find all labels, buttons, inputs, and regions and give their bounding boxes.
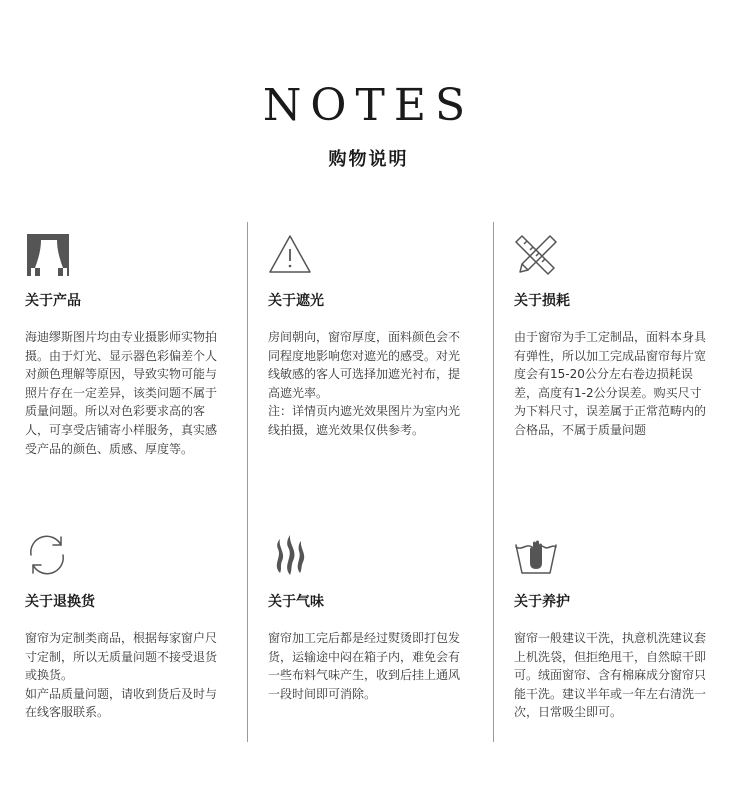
section-heading: 关于养护: [514, 594, 570, 610]
section-paragraph: 海迪缪斯图片均由专业摄影师实物拍摄。由于灯光、显示器色彩偏差个人对颜色理解等原因，导致实物可能与照片存在一定差异，该类问题不属于质量问题。所以对色彩要求高的客人，可享受店铺寄小样服务，真实感受产品的颜色、质感、厚度等。: [25, 330, 218, 456]
section-paragraph: 由于窗帘为手工定制品，面料本身具有弹性，所以加工完成品窗帘每片宽度会有15-20公分左右卷边损耗误差，高度有1-2公分误差。购买尺寸为下料尺寸，误差属于正常范畴内的合格品，不属于质量问题: [514, 330, 707, 437]
ruler-pencil-icon: [514, 232, 558, 276]
section-body: [25, 328, 223, 458]
section-body: [268, 629, 466, 703]
section-paragraph: 窗帘加工完后都是经过熨烫即打包发货，运输途中闷在箱子内，难免会有一些布料气味产生，收到后挂上通风一段时间即可消除。: [268, 631, 461, 701]
section-paragraph: 注：详情页内遮光效果图片为室内光线拍摄，遮光效果仅供参考。: [268, 404, 461, 437]
section-heading: 关于退换货: [25, 594, 95, 610]
hand-wash-icon: [514, 533, 558, 577]
column-divider: [493, 222, 494, 742]
section-paragraph: 房间朝向，窗帘厚度，面料颜色会不同程度地影响您对遮光的感受。对光线敏感的客人可选择加遮光衬布，提高遮光率。: [268, 330, 461, 400]
section-body: [25, 629, 223, 722]
section-paragraph: 窗帘一般建议干洗，执意机洗建议套上机洗袋，但拒绝甩干，自然晾干即可。绒面窗帘、含有棉麻成分窗帘只能干洗。建议半年或一年左右清洗一次，日常吸尘即可。: [514, 631, 707, 720]
page-subtitle: 购物说明: [328, 149, 409, 170]
warning-triangle-icon: [268, 232, 312, 276]
page-title: NOTES: [262, 80, 475, 131]
section-paragraph: 窗帘为定制类商品，根据每家窗户尺寸定制，所以无质量问题不接受退货或换货。: [25, 631, 218, 683]
curtain-icon: [25, 232, 69, 276]
section-heading: 关于产品: [25, 293, 81, 309]
section-heading: 关于损耗: [514, 293, 570, 309]
section-paragraph: 如产品质量问题，请收到货后及时与在线客服联系。: [25, 686, 218, 720]
section-heading: 关于遮光: [268, 293, 324, 309]
section-body: [268, 328, 466, 440]
section-body: [514, 629, 712, 722]
column-divider: [247, 222, 248, 742]
odor-icon: [268, 533, 312, 577]
section-heading: 关于气味: [268, 594, 324, 610]
section-body: [514, 328, 712, 440]
return-exchange-icon: [25, 533, 69, 577]
